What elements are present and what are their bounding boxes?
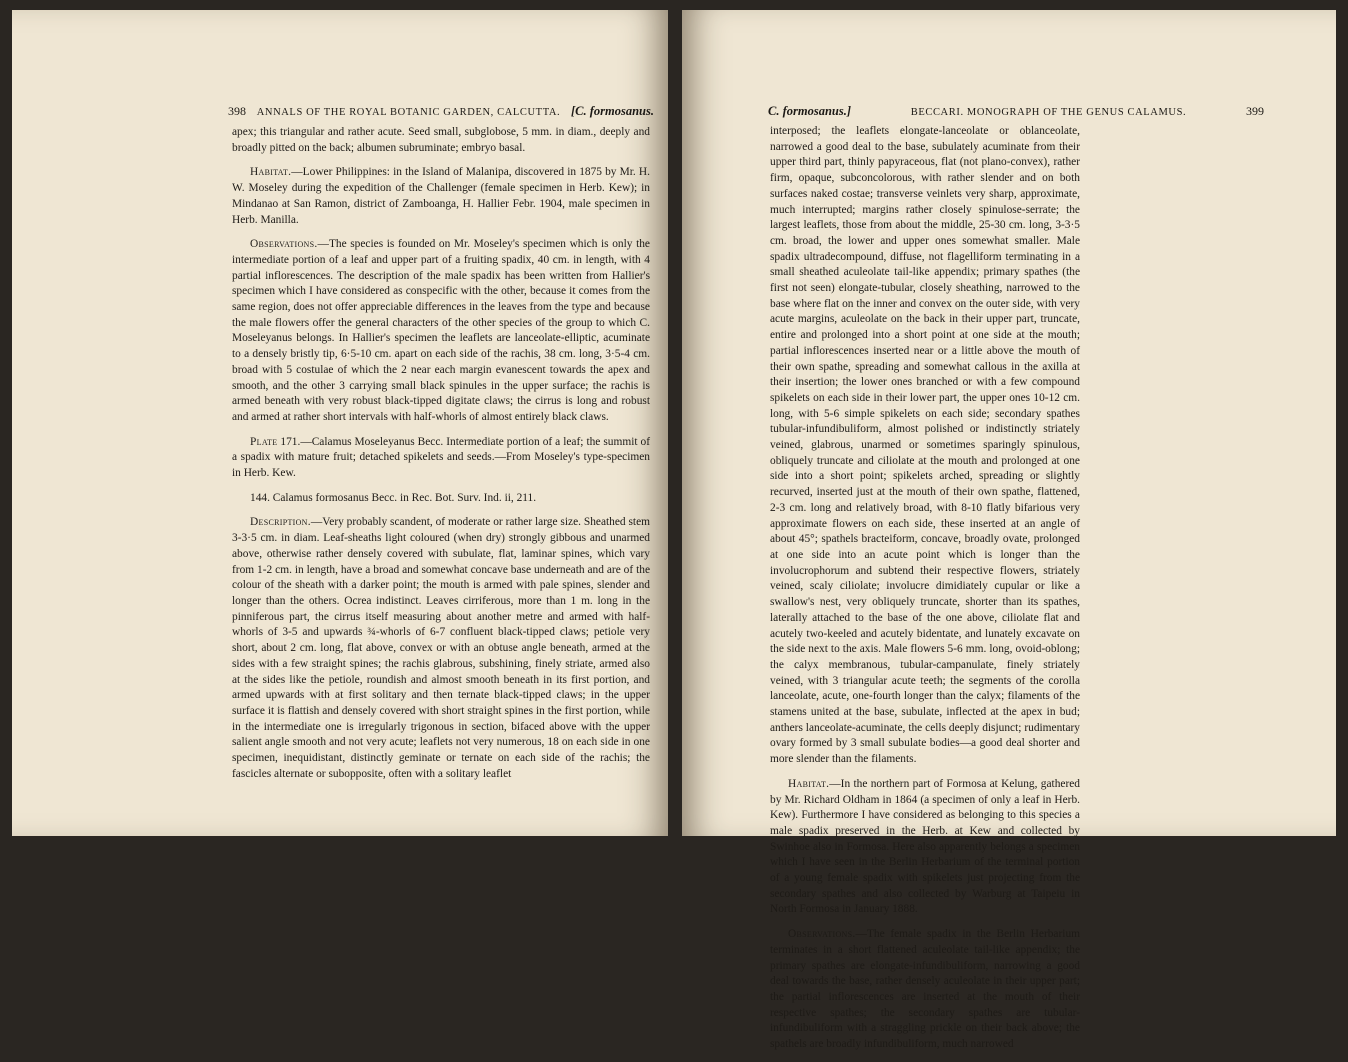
running-head: BECCARI. MONOGRAPH OF THE GENUS CALAMUS. <box>910 107 1187 118</box>
paragraph-description: Description.—Very probably scandent, of moderate or rather large size. Sheathed stem 3-3·5 cm. in diam. Leaf-sheaths light coloured (when dry) strongly gibbous and unarmed above, otherwise rather densely covered with subulate, flat, laminar spines, which vary from 1-2 cm. in length, have a broad and somewhat concave base underneath and are of the colour of the sheath with a darker point; the mouth is armed with pale spines, slender and longer than the others. Ocrea indistinct. Leaves cirriferous, more than 1 m. long in the pinniferous part, the cirrus itself measuring about another metre and armed with half-whorls of 3-5 and upwards ¾-whorls of 6-7 confluent black-tipped claws; petiole very short, about 2 cm. long, flat above, convex or with an obtuse angle beneath, armed at the sides with a few straight spines; the rachis glabrous, subshining, finely striate, armed also at the sides like the petiole, roundish and almost smooth beneath in its first portion, and armed upwards with at first solitary and then ternate black-tipped claws; in the upper surface it is flattish and densely covered with short straight spines in the first portion, while in the intermediate one is irregularly trigonous in section, bifaced above with the upper salient angle smooth and not very acute; leaflets not very numerous, 18 on each side in one specimen, inequidistant, distinctly geminate or ternate on each side of the rachis; the fascicles alternate or subopposite, often with a solitary leaflet <box>232 516 650 780</box>
paragraph: apex; this triangular and rather acute. Seed small, subglobose, 5 mm. in diam., deeply and broadly pitted on the back; albumen subruminate; embryo basal. <box>232 126 650 154</box>
section-lead: Observations. <box>250 238 318 251</box>
left-page-header <box>228 104 654 119</box>
paragraph-habitat: Habitat.—Lower Philippines: in the Island of Malanipa, discovered in 1875 by Mr. H. W. Moseley during the expedition of the Challenger (female specimen in Herb. Kew); in Mindanao at San Ramon, district of Zamboanga, H. Hallier Febr. 1904, male specimen in Herb. Manilla. <box>232 166 650 226</box>
paragraph-habitat: Habitat.—In the northern part of Formosa at Kelung, gathered by Mr. Richard Oldham in 1864 (a specimen of only a leaf in Herb. Kew). Furthermore I have considered as belonging to this species a male spadix preserved in the Herb. at Kew and collected by Swinhoe also in Formosa. Here also apparently belongs a specimen which I have seen in the Berlin Herbarium of the terminal portion of a young female spadix with spikelets just projecting from the secondary spathes and also collected by Warburg at Taipeiu in North Formosa in January 1888. <box>770 777 1080 916</box>
paragraph-plate: Plate 171.—Calamus Moseleyanus Becc. Intermediate portion of a leaf; the summit of a spadix with mature fruit; detached spikelets and seeds.—From Moseley's type-specimen in Herb. Kew. <box>232 435 650 480</box>
paragraph-observations: Observations.—The female spadix in the Berlin Herbarium terminates in a short flattened aculeolate tail-like appendix; the primary spathes are elongate-infundibuliform, narrowing a good deal towards the base, rather densely aculeolate in their upper part; the partial inflorescences are inserted at the mouth of their respective spathes; the secondary spathes are tubular-infundibuliform with a straggling prickle on their back above; the spathels are broadly infundibuliform, much narrowed <box>770 928 1080 1051</box>
section-lead: Description. <box>250 516 311 529</box>
section-lead: Habitat. <box>788 777 830 790</box>
right-page <box>682 10 1336 1051</box>
right-page-body <box>770 124 1080 1062</box>
right-page-header <box>768 104 1264 119</box>
section-lead: Plate <box>250 435 278 448</box>
page-number: 399 <box>1246 104 1264 118</box>
section-lead: Habitat. <box>250 166 292 179</box>
running-head: ANNALS OF THE ROYAL BOTANIC GARDEN, CALCUTTA. <box>256 107 561 118</box>
species-heading: 144. Calamus formosanus Becc. in Rec. Bot. Surv. Ind. ii, 211. <box>250 491 537 504</box>
paragraph-observations: Observations.—The species is founded on Mr. Moseley's specimen which is only the intermediate portion of a leaf and upper part of a fruiting spadix, 40 cm. in length, with 4 partial inflorescences. The description of the male spadix has been written from Hallier's specimen which I have considered as conspecific with the other, because it comes from the same region, does not offer appreciable differences in the leaves from the type and because the male flowers offer the general characters of the other species of the group to which C. Moseleyanus belongs. In Hallier's specimen the leaflets are lanceolate-elliptic, acuminate to a densely bristly tip, 6·5-10 cm. apart on each side of the rachis, 38 cm. long, 3·5-4 cm. broad with 5 costulae of which the 2 near each margin evanescent towards the apex and smooth, and the other 3 carrying small black spinules in the upper surface; the rachis is armed beneath with very robust black-tipped digitate claws; the cirrus is long and robust and armed at rather short intervals with half-whorls of almost entirely black claws. <box>232 238 650 423</box>
page-number: 398 <box>228 104 246 118</box>
paragraph: interposed; the leaflets elongate-lanceolate or oblanceolate, narrowed a good deal to the base, subulately acuminate from their upper third part, thinly papyraceous, flat (not plano-convex), rather firm, opaque, subconcolorous, with rather slender and on both surfaces naked costae; transverse veinlets very sharp, approximate, much interrupted; margins rather closely spinulose-serrate; the largest leaflets, those from about the middle, 25-30 cm. long, 3-3·5 cm. broad, the lower and upper ones somewhat smaller. Male spadix ultradecompound, diffuse, not flagelliform terminating in a small sheathed aculeolate tail-like appendix; primary spathes (the first not seen) elongate-tubular, closely sheathing, narrowed to the base where flat on the inner and convex on the outer side, with very acute margins, aculeolate on the back in their upper part, truncate, entire and prolonged into a short point at one side at the mouth; partial inflorescences inserted near or a little above the mouth of their own spathe, spreading and somewhat callous in the axilla at their insertion; the lower ones branched or with a few compound spikelets on each side in their lower part, the upper ones 10-12 cm. long, with 5-6 simple spikelets on each side; secondary spathes tubular-infundibuliform, almost polished or indistinctly striately veined, glabrous, unarmed or sometimes sparingly spinulous, obliquely truncate and ciliolate at the mouth and prolonged at one side into a short point; spikelets arched, spreading or slightly recurved, inserted just at the mouth of their own spathe, flattened, 2-3 cm. long and relatively broad, with 8-10 flatly bifarious very approximate flowers on each side, these inserted at an angle of about 45°; spathels bracteiform, concave, broadly ovate, prolonged at one side into an acute point which is longer than the involucrophorum and subtend their respective flowers, striately veined, scaly ciliolate; involucre dimidiately cupular or like a swallow's nest, very obliquely truncate, shorter than its spathes, laterally attached to the base of the one above, ciliolate flat and acutely two-keeled and acutely bidentate, and lunately excavate on the side next to the axis. Male flowers 5-6 mm. long, ovoid-oblong; the calyx membranous, tubular-campanulate, finely striately veined, with 3 triangular acute teeth; the segments of the corolla lanceolate, acute, one-fourth longer than the calyx; filaments of the stamens united at the base, subulate, inflected at the apex in bud; anthers lanceolate-acuminate, the cells deeply disjunct; rudimentary ovary formed by 3 small subulate bodies—a good deal shorter and more slender than the filaments. <box>770 125 1080 766</box>
left-page-body <box>232 125 650 791</box>
left-page <box>12 10 668 836</box>
running-taxon: [C. formosanus. <box>570 104 654 118</box>
section-lead: Observations. <box>788 928 856 941</box>
running-taxon: C. formosanus.] <box>768 104 852 118</box>
